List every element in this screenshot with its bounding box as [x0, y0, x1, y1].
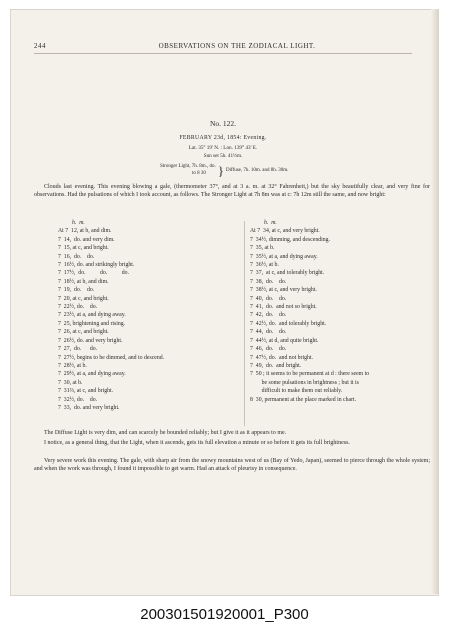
- observation-line: 7 30, at b.: [58, 379, 83, 386]
- brace: }: [217, 162, 224, 178]
- observation-line: 7 35½, at a, and dying away.: [250, 253, 318, 260]
- observation-line: 7 49, do. and bright.: [250, 362, 302, 369]
- observation-line: 7 46, do. do.: [250, 346, 287, 353]
- running-head: [34, 42, 412, 50]
- observation-line: 7 26½, do. and very bright.: [58, 337, 123, 344]
- observation-line: 7 44½, at d, and quite bright.: [250, 337, 319, 344]
- observation-line: 7 27½, begins to be dimmed, and to descend.: [58, 354, 165, 361]
- paragraph-notice: I notice, as a general thing, that the Light, when it ascends, gets its full elevation a minute or so before it gets its full brightness.: [44, 440, 350, 446]
- observation-line: 7 47½, do. and not bright.: [250, 354, 313, 361]
- observation-line: 7 33, do. and very bright.: [58, 404, 120, 411]
- observation-line: 7 38½, at c, and very bright.: [250, 287, 317, 294]
- sunset-time: Sun set 5h. 41½m.: [203, 153, 243, 159]
- observation-line: 7 14, do. and very dim.: [58, 236, 115, 243]
- entry-date: FEBRUARY 23d, 1854: Evening.: [179, 135, 267, 141]
- observations-right-column: [250, 219, 369, 404]
- observation-line: 7 26, at c, and bright.: [58, 329, 109, 336]
- paragraph-severe-work: Very severe work this evening. The gale, with sharp air from the snowy mountains west of us (Bay of Yedo, Japan), seemed to pierce through the whole system; and when the work was through, I found it impossible to get warm. Had an attack of pleurisy in consequence.: [34, 458, 430, 472]
- observation-line: 7 41, do. and not so bright.: [250, 304, 317, 311]
- column-divider: [244, 221, 245, 426]
- observation-line: 7 32½, do. do.: [58, 396, 98, 403]
- observation-line: 7 17½, do. do. do.: [58, 270, 130, 277]
- observation-line: 7 27, do. do.: [58, 346, 98, 353]
- header-rule: [34, 53, 412, 54]
- lat-lon: Lat. 35° 19' N. : Lon. 139° 43' E.: [188, 145, 258, 151]
- observation-line: 7 15, at c, and bright.: [58, 245, 109, 252]
- paragraph-intro: Clouds last evening. This evening blowing a gale, (thermometer 37°, and at 3 a. m. at 32° Fahrenheit,) but the sky beautifully clear, and very fine for observations. Had the pulsations of which I took account, as follows. The Stronger Light at 7h 8m was at c: 7h 12m still the same, and now bright:: [34, 184, 430, 198]
- observation-line: 7 37, at c, and tolerably bright.: [250, 270, 325, 277]
- observation-line: 7 18½, at b, and dim.: [58, 278, 109, 285]
- observation-line: 8 30, permanent at the place marked in chart.: [250, 396, 357, 403]
- stronger-light-times: [160, 163, 216, 177]
- observation-line: 7 20, at c, and bright.: [58, 295, 109, 302]
- observation-line: 7 40, do. do.: [250, 295, 287, 302]
- observation-line: 7 38, do. do.: [250, 278, 287, 285]
- page-number: 244: [34, 42, 46, 50]
- observation-line: 7 29½, at a, and dying away.: [58, 371, 126, 378]
- observation-line: 7 42½, do. and tolerably bright.: [250, 320, 327, 327]
- observation-line: h. m.: [72, 220, 85, 226]
- observation-line: 7 16, do. do.: [58, 253, 95, 260]
- light-times-block: [160, 163, 288, 177]
- document-page: [10, 9, 430, 594]
- observation-line: At 7 34, at c, and very bright.: [250, 228, 320, 235]
- observation-line: 7 22½, do. do.: [58, 304, 98, 311]
- observation-line: 7 36½, at b.: [250, 262, 279, 269]
- stronger-light-to: to 8 30: [192, 171, 206, 176]
- observation-line: difficult to make them out reliably.: [250, 388, 343, 395]
- observation-line: 7 16½, do. and strikingly bright.: [58, 262, 135, 269]
- observations-left-column: [58, 219, 164, 412]
- diffuse-light-times: Diffuse, 7h. 10m. and 8h. 30m.: [225, 167, 289, 173]
- observation-line: 7 31⅔, at c, and bright.: [58, 388, 114, 395]
- running-head-title: OBSERVATIONS ON THE ZODIACAL LIGHT.: [158, 42, 316, 50]
- observation-line: At 7 12, at b, and dim.: [58, 228, 112, 235]
- paragraph-diffuse: The Diffuse Light is very dim, and can scarcely be bounded reliably; but I give it as it appears to me.: [44, 430, 287, 436]
- page-fold-shadow: [431, 9, 439, 594]
- observation-line: 7 50 ; it seems to be permanent at d : there seem to: [250, 371, 370, 378]
- observation-line: 7 34½, dimming, and descending.: [250, 236, 331, 243]
- observation-line: 7 25, brightening and rising.: [58, 320, 126, 327]
- observation-line: h. m.: [264, 220, 277, 226]
- observation-line: 7 44, do. do.: [250, 329, 287, 336]
- stronger-light-label: Stronger Light, 7h. 8m., do.: [160, 164, 216, 169]
- scan-id-caption: 200301501920001_P300: [140, 606, 309, 623]
- observation-line: 7 35, at b.: [250, 245, 275, 252]
- observation-line: 7 19, do. do.: [58, 287, 95, 294]
- entry-number: No. 122.: [209, 119, 237, 128]
- observation-line: 7 23½, at a, and dying away.: [58, 312, 126, 319]
- observation-line: 7 28½, at b.: [58, 362, 87, 369]
- observation-line: be some pulsations in brightness ; but it is: [250, 379, 359, 386]
- observation-line: 7 42, do. do.: [250, 312, 287, 319]
